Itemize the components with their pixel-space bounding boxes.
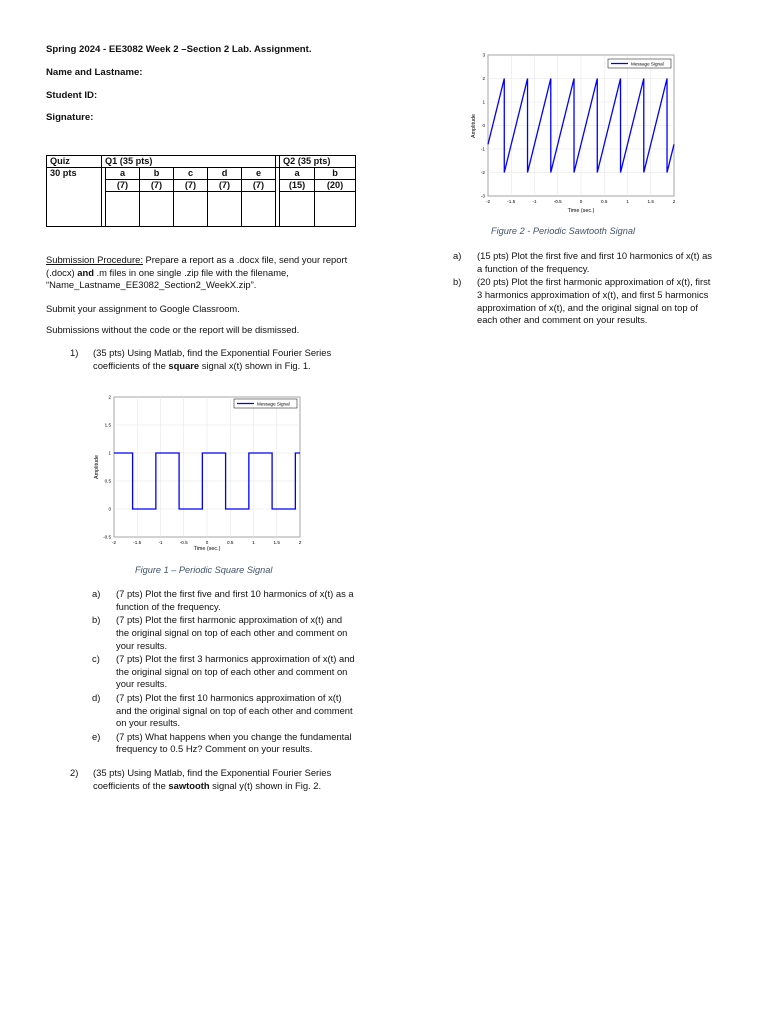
part-text-line: (7 pts) Plot the first 3 harmonics approximation of x(t) and — [116, 652, 355, 664]
q1-line1: (35 pts) Using Matlab, find the Exponential Fourier Series — [93, 347, 332, 358]
part-text-line: (7 pts) Plot the first 10 harmonics approximation of x(t) — [116, 691, 342, 703]
signature-label: Signature: — [46, 112, 94, 123]
q1b-pts: (7) — [140, 180, 174, 192]
fig1-ytick-label: 1 — [108, 450, 111, 456]
submission-dismissed: Submissions without the code or the report will be dismissed. — [46, 324, 300, 335]
fig2-xtick-label: -0.5 — [553, 199, 562, 204]
part-text-line: the original signal on top of each other and comment on — [116, 665, 348, 677]
submission-text-2b: and — [77, 266, 94, 278]
q2a-pts: (15) — [280, 180, 315, 192]
fig1-ytick-label: 1.5 — [104, 422, 111, 428]
question-1 — [70, 347, 370, 373]
name-label: Name and Lastname: — [46, 67, 143, 78]
question-2 — [70, 767, 370, 793]
q1-line2b: square — [168, 359, 200, 371]
submission-classroom: Submit your assignment to Google Classroom. — [46, 303, 240, 314]
q2b-pts: (20) — [315, 180, 356, 192]
fig2-xtick-label: 2 — [672, 199, 676, 204]
q2-line2a: coefficients of the — [93, 779, 169, 791]
fig2-ytick-label: -2 — [480, 170, 485, 176]
page-title: Spring 2024 - EE3082 Week 2 –Section 2 Lab. Assignment. — [46, 44, 312, 55]
fig2-xtick-label: 0 — [579, 199, 583, 204]
fig1-legend — [234, 399, 297, 408]
fig1-ylabel: Amplitude — [94, 455, 100, 479]
q1a-score-cell[interactable] — [106, 192, 140, 227]
q2b-score-cell[interactable] — [315, 192, 356, 227]
submission-text-2c: .m files in one single .zip file with the filename, — [93, 266, 289, 278]
fig1-xtick-label: -0.5 — [179, 540, 188, 545]
q2-line2c: signal y(t) shown in Fig. 2. — [209, 779, 322, 791]
part-text-line: function of the frequency. — [116, 600, 221, 612]
fig2-ytick-label: 3 — [482, 52, 485, 58]
fig1-xlabel: Time (sec.) — [193, 546, 221, 552]
part-text-line: (20 pts) Plot the first harmonic approximation of x(t), first — [477, 276, 711, 288]
q2-part-a — [453, 250, 733, 276]
part-label: d) — [92, 691, 101, 703]
fig2-ytick-label: 0 — [482, 123, 485, 129]
fig1-xtick-label: 1 — [252, 540, 255, 545]
submission-procedure — [46, 254, 366, 292]
part-text-line: on your results. — [116, 717, 181, 729]
fig1-xtick-label: 0 — [205, 540, 209, 545]
fig1-ytick-label: 2 — [108, 394, 111, 400]
q1d-pts: (7) — [208, 180, 242, 192]
q2a-letter: a — [280, 168, 315, 180]
fig1-ytick-label: -0.5 — [103, 534, 111, 540]
part-text-line: (7 pts) Plot the first five and first 10 harmonics of x(t) as a — [116, 588, 354, 599]
q1b-score-cell[interactable] — [140, 192, 174, 227]
fig1-ytick-label: 0 — [108, 506, 111, 512]
figure-2-sawtooth-signal — [466, 50, 691, 218]
q2-line2b: sawtooth — [168, 779, 210, 791]
part-text-line: (15 pts) Plot the first five and first 10 harmonics of x(t) as — [477, 250, 712, 261]
fig2-ytick-label: -3 — [480, 193, 485, 199]
q1d-letter: d — [208, 168, 242, 180]
quiz-header: Quiz — [47, 156, 102, 168]
q1c-score-cell[interactable] — [174, 192, 208, 227]
figure-2-caption: Figure 2 - Periodic Sawtooth Signal — [491, 226, 636, 236]
fig1-xtick-label: 1.5 — [273, 540, 280, 545]
q1c-letter: c — [174, 168, 208, 180]
part-text-line: frequency to 0.5 Hz? Comment on your results. — [116, 743, 313, 755]
fig1-xtick-label: -1.5 — [133, 540, 142, 545]
q1c-pts: (7) — [174, 180, 208, 192]
q1e-letter: e — [242, 168, 276, 180]
q1-part-a — [92, 588, 372, 614]
student-id-label: Student ID: — [46, 90, 98, 101]
q1-line2c: signal x(t) shown in Fig. 1. — [199, 359, 311, 371]
q1-number: 1) — [70, 347, 79, 358]
fig1-xtick-label: 2 — [298, 540, 302, 545]
fig2-xtick-label: 1 — [626, 199, 629, 204]
figure-1-caption: Figure 1 – Periodic Square Signal — [135, 565, 273, 575]
part-label: b) — [453, 276, 462, 288]
submission-label: Submission Procedure: — [46, 254, 143, 265]
fig2-xtick-label: -1 — [532, 199, 537, 204]
fig1-xtick-label: 0.5 — [227, 540, 234, 545]
q2-header: Q2 (35 pts) — [280, 156, 356, 168]
q1e-pts: (7) — [242, 180, 276, 192]
part-text-line: your results. — [116, 678, 168, 690]
fig2-xtick-label: 0.5 — [601, 199, 608, 204]
q2b-letter: b — [315, 168, 356, 180]
part-label: c) — [92, 652, 100, 664]
quiz-points: 30 pts — [47, 168, 102, 227]
part-text-line: and the original signal on top of each other and comment — [116, 704, 353, 716]
grade-table — [46, 155, 356, 227]
figure-1-square-signal — [86, 388, 311, 556]
part-text-line: a function of the frequency. — [477, 262, 590, 274]
q2a-score-cell[interactable] — [280, 192, 315, 227]
fig2-ytick-label: 2 — [482, 76, 485, 82]
fig1-xtick-label: -2 — [111, 540, 117, 545]
q2-line1: (35 pts) Using Matlab, find the Exponential Fourier Series — [93, 767, 332, 778]
part-text-line: your results. — [116, 639, 168, 651]
fig2-legend — [608, 59, 671, 68]
q1-part-b — [92, 614, 372, 653]
q2-number: 2) — [70, 767, 79, 778]
fig1-legend-label: Message Signal — [257, 401, 290, 407]
q1d-score-cell[interactable] — [208, 192, 242, 227]
fig2-ylabel: Amplitude — [471, 114, 477, 138]
q1-part-c — [92, 653, 372, 692]
fig1-ytick-label: 0.5 — [104, 478, 111, 484]
fig1-xtick-label: -1 — [158, 540, 163, 545]
fig2-xtick-label: -1.5 — [507, 199, 516, 204]
part-text-line: 3 harmonics approximation of x(t), and first 5 harmonics — [477, 288, 709, 300]
fig2-xlabel: Time (sec.) — [567, 208, 595, 214]
q1-line2a: coefficients of the — [93, 359, 169, 371]
q1-part-d — [92, 692, 372, 731]
q1-header: Q1 (35 pts) — [102, 156, 276, 168]
part-text-line: each other and comment on your results. — [477, 314, 648, 326]
fig2-ytick-label: 1 — [482, 99, 485, 105]
part-text-line: (7 pts) What happens when you change the fundamental — [116, 730, 352, 742]
part-label: a) — [92, 588, 101, 599]
fig2-xtick-label: -2 — [485, 199, 491, 204]
part-label: e) — [92, 730, 101, 742]
part-label: a) — [453, 250, 462, 261]
q1a-letter: a — [106, 168, 140, 180]
fig2-xtick-label: 1.5 — [647, 199, 654, 204]
fig2-ytick-label: -1 — [480, 146, 485, 152]
q1e-score-cell[interactable] — [242, 192, 276, 227]
submission-text-1: Prepare a report as a .docx file, send your report — [142, 254, 348, 265]
submission-filename: “Name_Lastname_EE3082_Section2_WeekX.zip”. — [46, 279, 257, 291]
q1a-pts: (7) — [106, 180, 140, 192]
part-text-line: approximation of x(t), and the original signal on top of — [477, 301, 698, 313]
q1b-letter: b — [140, 168, 174, 180]
q1-part-e — [92, 731, 372, 757]
part-text-line: the original signal on top of each other and comment on — [116, 626, 348, 638]
submission-text-2a: (.docx) — [46, 266, 78, 278]
q2-part-b — [453, 276, 733, 328]
fig2-legend-label: Message Signal — [631, 61, 664, 67]
part-text-line: (7 pts) Plot the first harmonic approximation of x(t) and — [116, 614, 343, 625]
part-label: b) — [92, 614, 101, 625]
